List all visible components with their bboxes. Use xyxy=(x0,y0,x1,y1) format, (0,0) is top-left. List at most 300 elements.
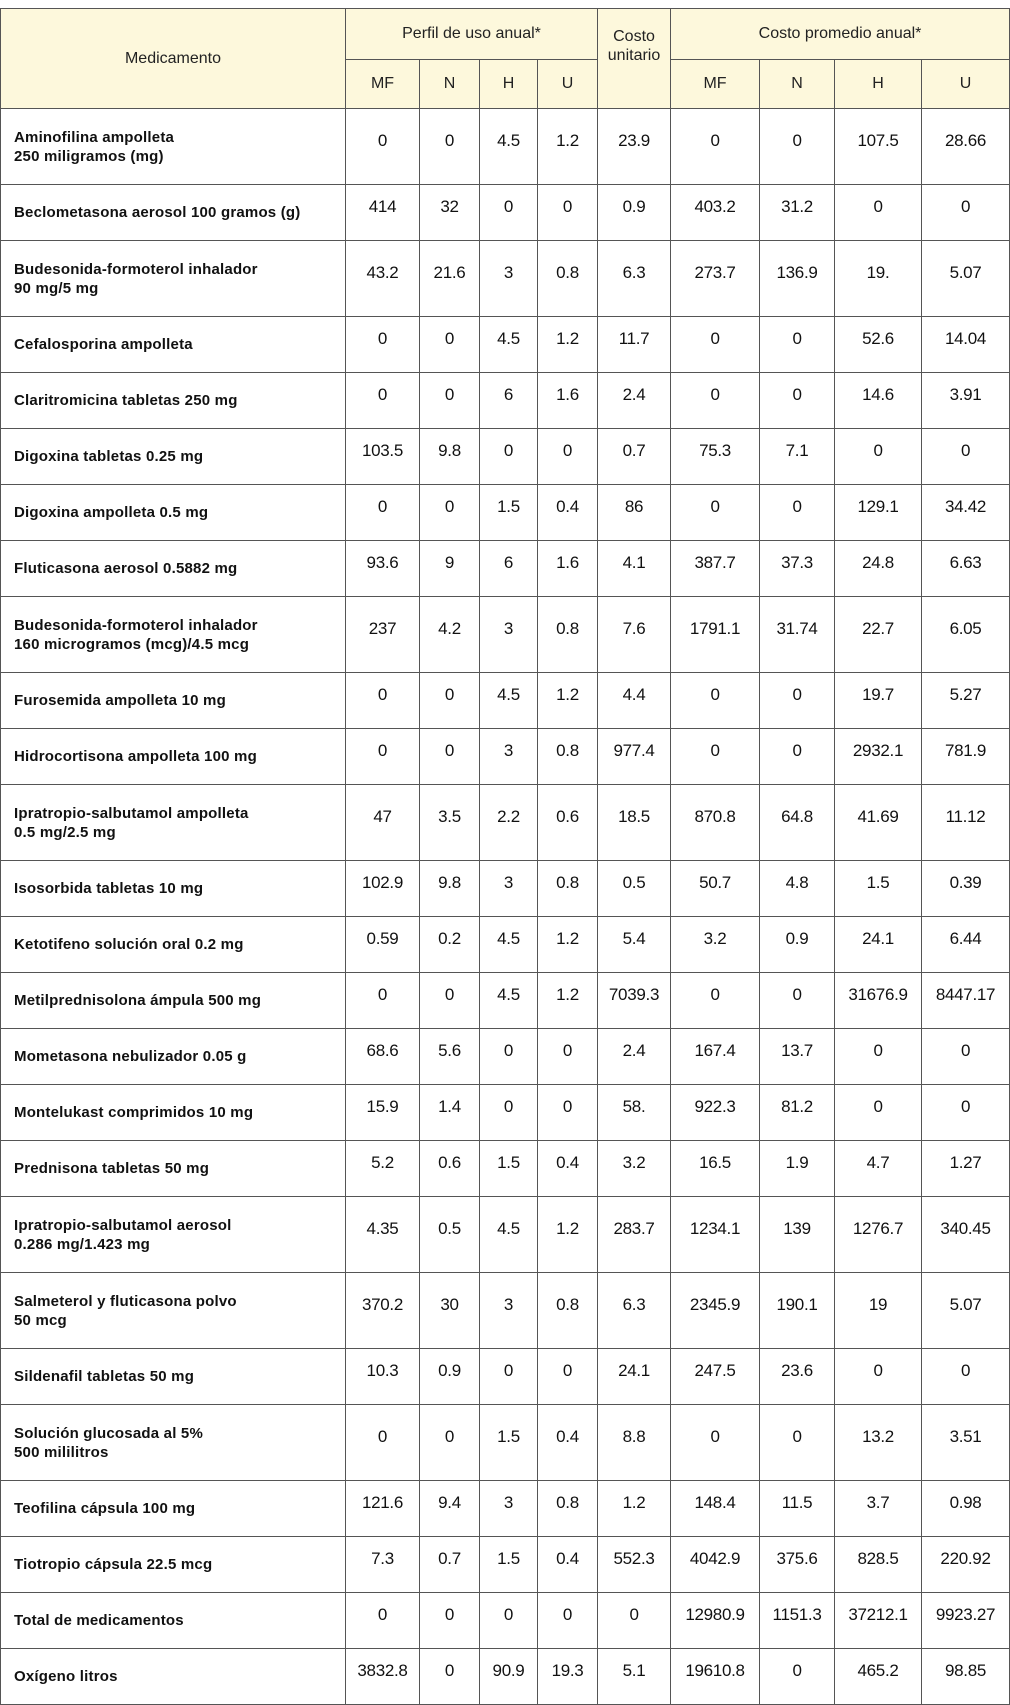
value-cell: 4.5 xyxy=(480,109,538,185)
subheader-mf: MF xyxy=(346,60,420,109)
medication-name xyxy=(1,861,346,917)
value-cell: 3.2 xyxy=(598,1141,671,1197)
value-cell: 0.5 xyxy=(420,1197,480,1273)
value-cell: 1276.7 xyxy=(835,1197,922,1273)
value-cell: 24.1 xyxy=(598,1349,671,1405)
value-cell: 1.2 xyxy=(598,1481,671,1537)
value-cell: 0 xyxy=(420,729,480,785)
header-medicamento: Medicamento xyxy=(1,9,346,109)
value-cell: 0.9 xyxy=(598,185,671,241)
value-cell: 0.8 xyxy=(538,1481,598,1537)
value-cell: 5.27 xyxy=(922,673,1010,729)
medication-name xyxy=(1,1197,346,1273)
value-cell: 465.2 xyxy=(835,1649,922,1705)
value-cell: 0 xyxy=(760,1405,835,1481)
medication-cost-table xyxy=(0,8,1010,1705)
value-cell: 14.6 xyxy=(835,373,922,429)
value-cell: 3 xyxy=(480,729,538,785)
value-cell: 0.4 xyxy=(538,1405,598,1481)
value-cell: 1.2 xyxy=(538,109,598,185)
value-cell: 3.7 xyxy=(835,1481,922,1537)
header-costo-unitario: Costo unitario xyxy=(598,9,671,109)
value-cell: 0 xyxy=(922,1029,1010,1085)
value-cell: 18.5 xyxy=(598,785,671,861)
value-cell: 0 xyxy=(346,729,420,785)
value-cell: 52.6 xyxy=(835,317,922,373)
table-row xyxy=(1,317,1010,373)
subheader-n: N xyxy=(420,60,480,109)
value-cell: 4.8 xyxy=(760,861,835,917)
medication-name-line: Digoxina tabletas 0.25 mg xyxy=(14,448,204,465)
table-row xyxy=(1,861,1010,917)
value-cell: 1791.1 xyxy=(671,597,760,673)
value-cell: 129.1 xyxy=(835,485,922,541)
table-row xyxy=(1,185,1010,241)
value-cell: 7.3 xyxy=(346,1537,420,1593)
medication-name xyxy=(1,317,346,373)
value-cell: 0.4 xyxy=(538,1141,598,1197)
value-cell: 0 xyxy=(420,485,480,541)
subheader-h: H xyxy=(835,60,922,109)
value-cell: 1234.1 xyxy=(671,1197,760,1273)
medication-name-line: Salmeterol y fluticasona polvo xyxy=(14,1292,237,1310)
value-cell: 6.05 xyxy=(922,597,1010,673)
subheader-n: N xyxy=(760,60,835,109)
value-cell: 3.91 xyxy=(922,373,1010,429)
value-cell: 0 xyxy=(760,485,835,541)
value-cell: 41.69 xyxy=(835,785,922,861)
value-cell: 0 xyxy=(760,109,835,185)
value-cell: 0 xyxy=(671,109,760,185)
value-cell: 81.2 xyxy=(760,1085,835,1141)
table-row xyxy=(1,1085,1010,1141)
value-cell: 7039.3 xyxy=(598,973,671,1029)
medication-name-line: Oxígeno litros xyxy=(14,1668,118,1685)
value-cell: 3 xyxy=(480,1481,538,1537)
value-cell: 247.5 xyxy=(671,1349,760,1405)
value-cell: 1.2 xyxy=(538,1197,598,1273)
value-cell: 103.5 xyxy=(346,429,420,485)
medication-name-line: Metilprednisolona ámpula 500 mg xyxy=(14,992,262,1009)
value-cell: 977.4 xyxy=(598,729,671,785)
value-cell: 58. xyxy=(598,1085,671,1141)
medication-name xyxy=(1,1481,346,1537)
medication-name xyxy=(1,373,346,429)
subheader-mf: MF xyxy=(671,60,760,109)
value-cell: 0 xyxy=(671,673,760,729)
value-cell: 1.5 xyxy=(480,1141,538,1197)
value-cell: 0 xyxy=(480,1085,538,1141)
medication-name-line: Digoxina ampolleta 0.5 mg xyxy=(14,504,209,521)
value-cell: 139 xyxy=(760,1197,835,1273)
value-cell: 1.27 xyxy=(922,1141,1010,1197)
value-cell: 273.7 xyxy=(671,241,760,317)
value-cell: 6.3 xyxy=(598,1273,671,1349)
subheader-u: U xyxy=(922,60,1010,109)
value-cell: 0.39 xyxy=(922,861,1010,917)
value-cell: 0 xyxy=(420,673,480,729)
value-cell: 1.6 xyxy=(538,541,598,597)
medication-name-line: Beclometasona aerosol 100 gramos (g) xyxy=(14,204,301,221)
medication-name-line: Mometasona nebulizador 0.05 g xyxy=(14,1048,247,1065)
medication-name xyxy=(1,541,346,597)
value-cell: 0 xyxy=(835,1349,922,1405)
value-cell: 340.45 xyxy=(922,1197,1010,1273)
value-cell: 31676.9 xyxy=(835,973,922,1029)
table-row xyxy=(1,429,1010,485)
medication-name-line: 90 mg/5 mg xyxy=(14,279,99,297)
value-cell: 23.6 xyxy=(760,1349,835,1405)
value-cell: 0 xyxy=(922,1085,1010,1141)
medication-name-line: Budesonida-formoterol inhalador xyxy=(14,616,258,634)
value-cell: 102.9 xyxy=(346,861,420,917)
value-cell: 1.5 xyxy=(480,485,538,541)
value-cell: 0 xyxy=(760,973,835,1029)
medication-name xyxy=(1,729,346,785)
value-cell: 167.4 xyxy=(671,1029,760,1085)
value-cell: 6.63 xyxy=(922,541,1010,597)
value-cell: 0 xyxy=(480,429,538,485)
value-cell: 0 xyxy=(420,317,480,373)
medication-name-line: 0.286 mg/1.423 mg xyxy=(14,1235,150,1253)
table-row xyxy=(1,1593,1010,1649)
value-cell: 1.2 xyxy=(538,317,598,373)
value-cell: 5.07 xyxy=(922,241,1010,317)
medication-name-line: 160 microgramos (mcg)/4.5 mcg xyxy=(14,635,250,653)
value-cell: 0.4 xyxy=(538,1537,598,1593)
value-cell: 12980.9 xyxy=(671,1593,760,1649)
medication-name-line: Isosorbida tabletas 10 mg xyxy=(14,880,204,897)
value-cell: 0.6 xyxy=(538,785,598,861)
value-cell: 4.5 xyxy=(480,317,538,373)
value-cell: 1.2 xyxy=(538,917,598,973)
value-cell: 5.2 xyxy=(346,1141,420,1197)
value-cell: 4.4 xyxy=(598,673,671,729)
medication-name-line: Furosemida ampolleta 10 mg xyxy=(14,692,226,709)
value-cell: 0.8 xyxy=(538,861,598,917)
value-cell: 0 xyxy=(922,429,1010,485)
value-cell: 1.2 xyxy=(538,973,598,1029)
table-row xyxy=(1,109,1010,185)
value-cell: 6 xyxy=(480,541,538,597)
medication-name xyxy=(1,917,346,973)
medication-name-line: 50 mcg xyxy=(14,1311,67,1329)
value-cell: 98.85 xyxy=(922,1649,1010,1705)
medication-name-line: 250 miligramos (mg) xyxy=(14,147,164,165)
value-cell: 64.8 xyxy=(760,785,835,861)
value-cell: 0 xyxy=(760,729,835,785)
medication-name xyxy=(1,1029,346,1085)
value-cell: 0 xyxy=(671,1405,760,1481)
header-perfil-uso-anual: Perfil de uso anual* xyxy=(346,9,598,60)
value-cell: 5.1 xyxy=(598,1649,671,1705)
medication-name xyxy=(1,1537,346,1593)
value-cell: 0.9 xyxy=(760,917,835,973)
medication-name-line: Claritromicina tabletas 250 mg xyxy=(14,392,238,409)
value-cell: 43.2 xyxy=(346,241,420,317)
medication-name xyxy=(1,1085,346,1141)
medication-name xyxy=(1,429,346,485)
value-cell: 3 xyxy=(480,597,538,673)
value-cell: 828.5 xyxy=(835,1537,922,1593)
medication-name xyxy=(1,185,346,241)
value-cell: 2932.1 xyxy=(835,729,922,785)
value-cell: 0.4 xyxy=(538,485,598,541)
value-cell: 47 xyxy=(346,785,420,861)
value-cell: 24.8 xyxy=(835,541,922,597)
medication-name-line: Cefalosporina ampolleta xyxy=(14,336,193,353)
table-row xyxy=(1,1197,1010,1273)
value-cell: 13.7 xyxy=(760,1029,835,1085)
value-cell: 0 xyxy=(420,1405,480,1481)
value-cell: 4.7 xyxy=(835,1141,922,1197)
value-cell: 414 xyxy=(346,185,420,241)
table-body xyxy=(1,109,1010,1705)
value-cell: 24.1 xyxy=(835,917,922,973)
value-cell: 2.4 xyxy=(598,373,671,429)
value-cell: 370.2 xyxy=(346,1273,420,1349)
value-cell: 283.7 xyxy=(598,1197,671,1273)
table-row xyxy=(1,1537,1010,1593)
value-cell: 0 xyxy=(346,485,420,541)
value-cell: 19. xyxy=(835,241,922,317)
value-cell: 0 xyxy=(671,317,760,373)
table-row xyxy=(1,1349,1010,1405)
value-cell: 552.3 xyxy=(598,1537,671,1593)
medication-name-line: Ketotifeno solución oral 0.2 mg xyxy=(14,936,244,953)
value-cell: 8.8 xyxy=(598,1405,671,1481)
value-cell: 0 xyxy=(760,373,835,429)
value-cell: 0 xyxy=(480,185,538,241)
value-cell: 0 xyxy=(922,1349,1010,1405)
value-cell: 1.5 xyxy=(480,1537,538,1593)
value-cell: 0 xyxy=(538,1349,598,1405)
value-cell: 0 xyxy=(538,1029,598,1085)
value-cell: 0 xyxy=(671,973,760,1029)
value-cell: 7.1 xyxy=(760,429,835,485)
value-cell: 9.8 xyxy=(420,429,480,485)
value-cell: 136.9 xyxy=(760,241,835,317)
medication-name-line: Fluticasona aerosol 0.5882 mg xyxy=(14,560,238,577)
table-row xyxy=(1,1481,1010,1537)
value-cell: 37212.1 xyxy=(835,1593,922,1649)
value-cell: 190.1 xyxy=(760,1273,835,1349)
medication-name xyxy=(1,109,346,185)
table-row xyxy=(1,729,1010,785)
value-cell: 8447.17 xyxy=(922,973,1010,1029)
value-cell: 0 xyxy=(346,1405,420,1481)
value-cell: 1.9 xyxy=(760,1141,835,1197)
value-cell: 0 xyxy=(835,185,922,241)
value-cell: 90.9 xyxy=(480,1649,538,1705)
value-cell: 21.6 xyxy=(420,241,480,317)
value-cell: 13.2 xyxy=(835,1405,922,1481)
value-cell: 1151.3 xyxy=(760,1593,835,1649)
table-row xyxy=(1,973,1010,1029)
value-cell: 11.12 xyxy=(922,785,1010,861)
value-cell: 2.2 xyxy=(480,785,538,861)
value-cell: 0 xyxy=(598,1593,671,1649)
value-cell: 0.8 xyxy=(538,729,598,785)
value-cell: 0 xyxy=(760,673,835,729)
medication-name-line: 500 mililitros xyxy=(14,1443,109,1461)
value-cell: 4.2 xyxy=(420,597,480,673)
medication-name xyxy=(1,673,346,729)
value-cell: 11.5 xyxy=(760,1481,835,1537)
medication-name-line: Sildenafil tabletas 50 mg xyxy=(14,1368,195,1385)
table-row xyxy=(1,1029,1010,1085)
header-costo-promedio-anual: Costo promedio anual* xyxy=(671,9,1010,60)
value-cell: 50.7 xyxy=(671,861,760,917)
value-cell: 3.51 xyxy=(922,1405,1010,1481)
value-cell: 0.8 xyxy=(538,597,598,673)
value-cell: 23.9 xyxy=(598,109,671,185)
value-cell: 0 xyxy=(835,429,922,485)
value-cell: 37.3 xyxy=(760,541,835,597)
value-cell: 0 xyxy=(480,1349,538,1405)
value-cell: 16.5 xyxy=(671,1141,760,1197)
value-cell: 34.42 xyxy=(922,485,1010,541)
value-cell: 4.5 xyxy=(480,1197,538,1273)
value-cell: 0 xyxy=(346,317,420,373)
value-cell: 0 xyxy=(538,429,598,485)
value-cell: 0 xyxy=(346,673,420,729)
medication-name xyxy=(1,1405,346,1481)
table-row xyxy=(1,917,1010,973)
value-cell: 3 xyxy=(480,1273,538,1349)
value-cell: 148.4 xyxy=(671,1481,760,1537)
value-cell: 3.2 xyxy=(671,917,760,973)
value-cell: 1.2 xyxy=(538,673,598,729)
medication-name xyxy=(1,1649,346,1705)
value-cell: 0 xyxy=(346,1593,420,1649)
value-cell: 86 xyxy=(598,485,671,541)
value-cell: 0.7 xyxy=(598,429,671,485)
medication-name xyxy=(1,241,346,317)
value-cell: 0.2 xyxy=(420,917,480,973)
medication-name xyxy=(1,1349,346,1405)
value-cell: 10.3 xyxy=(346,1349,420,1405)
value-cell: 0 xyxy=(538,1593,598,1649)
value-cell: 0 xyxy=(538,185,598,241)
subheader-h: H xyxy=(480,60,538,109)
table-row xyxy=(1,785,1010,861)
table-row xyxy=(1,1405,1010,1481)
value-cell: 11.7 xyxy=(598,317,671,373)
value-cell: 6 xyxy=(480,373,538,429)
value-cell: 0 xyxy=(346,109,420,185)
medication-name-line: Aminofilina ampolleta xyxy=(14,128,175,146)
value-cell: 4.5 xyxy=(480,973,538,1029)
medication-name-line: Montelukast comprimidos 10 mg xyxy=(14,1104,254,1121)
value-cell: 68.6 xyxy=(346,1029,420,1085)
value-cell: 19.3 xyxy=(538,1649,598,1705)
value-cell: 2.4 xyxy=(598,1029,671,1085)
table-row xyxy=(1,1273,1010,1349)
table-row xyxy=(1,373,1010,429)
value-cell: 121.6 xyxy=(346,1481,420,1537)
table-row xyxy=(1,597,1010,673)
value-cell: 4042.9 xyxy=(671,1537,760,1593)
medication-name xyxy=(1,597,346,673)
value-cell: 9.8 xyxy=(420,861,480,917)
medication-name-line: Teofilina cápsula 100 mg xyxy=(14,1500,196,1517)
medication-name-line: Hidrocortisona ampolleta 100 mg xyxy=(14,748,257,765)
value-cell: 4.35 xyxy=(346,1197,420,1273)
value-cell: 0 xyxy=(538,1085,598,1141)
value-cell: 0 xyxy=(420,109,480,185)
medication-name-line: Tiotropio cápsula 22.5 mcg xyxy=(14,1556,213,1573)
value-cell: 2345.9 xyxy=(671,1273,760,1349)
medication-name xyxy=(1,785,346,861)
value-cell: 19610.8 xyxy=(671,1649,760,1705)
table-row xyxy=(1,673,1010,729)
value-cell: 3 xyxy=(480,241,538,317)
value-cell: 22.7 xyxy=(835,597,922,673)
value-cell: 107.5 xyxy=(835,109,922,185)
table-row xyxy=(1,1649,1010,1705)
value-cell: 0 xyxy=(480,1593,538,1649)
value-cell: 5.4 xyxy=(598,917,671,973)
table-row xyxy=(1,1141,1010,1197)
value-cell: 1.4 xyxy=(420,1085,480,1141)
value-cell: 31.2 xyxy=(760,185,835,241)
value-cell: 220.92 xyxy=(922,1537,1010,1593)
value-cell: 0.8 xyxy=(538,241,598,317)
value-cell: 387.7 xyxy=(671,541,760,597)
value-cell: 14.04 xyxy=(922,317,1010,373)
value-cell: 922.3 xyxy=(671,1085,760,1141)
value-cell: 0 xyxy=(420,973,480,1029)
table-row xyxy=(1,541,1010,597)
value-cell: 0 xyxy=(480,1029,538,1085)
medication-name-line: Total de medicamentos xyxy=(14,1612,184,1629)
value-cell: 0 xyxy=(420,1649,480,1705)
table-row xyxy=(1,485,1010,541)
medication-name-line: Solución glucosada al 5% xyxy=(14,1424,204,1442)
value-cell: 0 xyxy=(420,1593,480,1649)
value-cell: 403.2 xyxy=(671,185,760,241)
medication-name-line: Budesonida-formoterol inhalador xyxy=(14,260,258,278)
medication-name xyxy=(1,973,346,1029)
value-cell: 15.9 xyxy=(346,1085,420,1141)
value-cell: 237 xyxy=(346,597,420,673)
value-cell: 9923.27 xyxy=(922,1593,1010,1649)
value-cell: 0 xyxy=(346,373,420,429)
value-cell: 4.1 xyxy=(598,541,671,597)
medication-name xyxy=(1,1273,346,1349)
value-cell: 0.6 xyxy=(420,1141,480,1197)
value-cell: 31.74 xyxy=(760,597,835,673)
value-cell: 28.66 xyxy=(922,109,1010,185)
value-cell: 0.59 xyxy=(346,917,420,973)
value-cell: 0 xyxy=(760,317,835,373)
value-cell: 0 xyxy=(835,1029,922,1085)
value-cell: 30 xyxy=(420,1273,480,1349)
value-cell: 0 xyxy=(760,1649,835,1705)
value-cell: 0.8 xyxy=(538,1273,598,1349)
medication-name-line: Prednisona tabletas 50 mg xyxy=(14,1160,210,1177)
value-cell: 3 xyxy=(480,861,538,917)
value-cell: 9 xyxy=(420,541,480,597)
value-cell: 4.5 xyxy=(480,673,538,729)
value-cell: 19 xyxy=(835,1273,922,1349)
value-cell: 5.07 xyxy=(922,1273,1010,1349)
value-cell: 4.5 xyxy=(480,917,538,973)
value-cell: 375.6 xyxy=(760,1537,835,1593)
value-cell: 0 xyxy=(346,973,420,1029)
medication-name-line: 0.5 mg/2.5 mg xyxy=(14,823,116,841)
